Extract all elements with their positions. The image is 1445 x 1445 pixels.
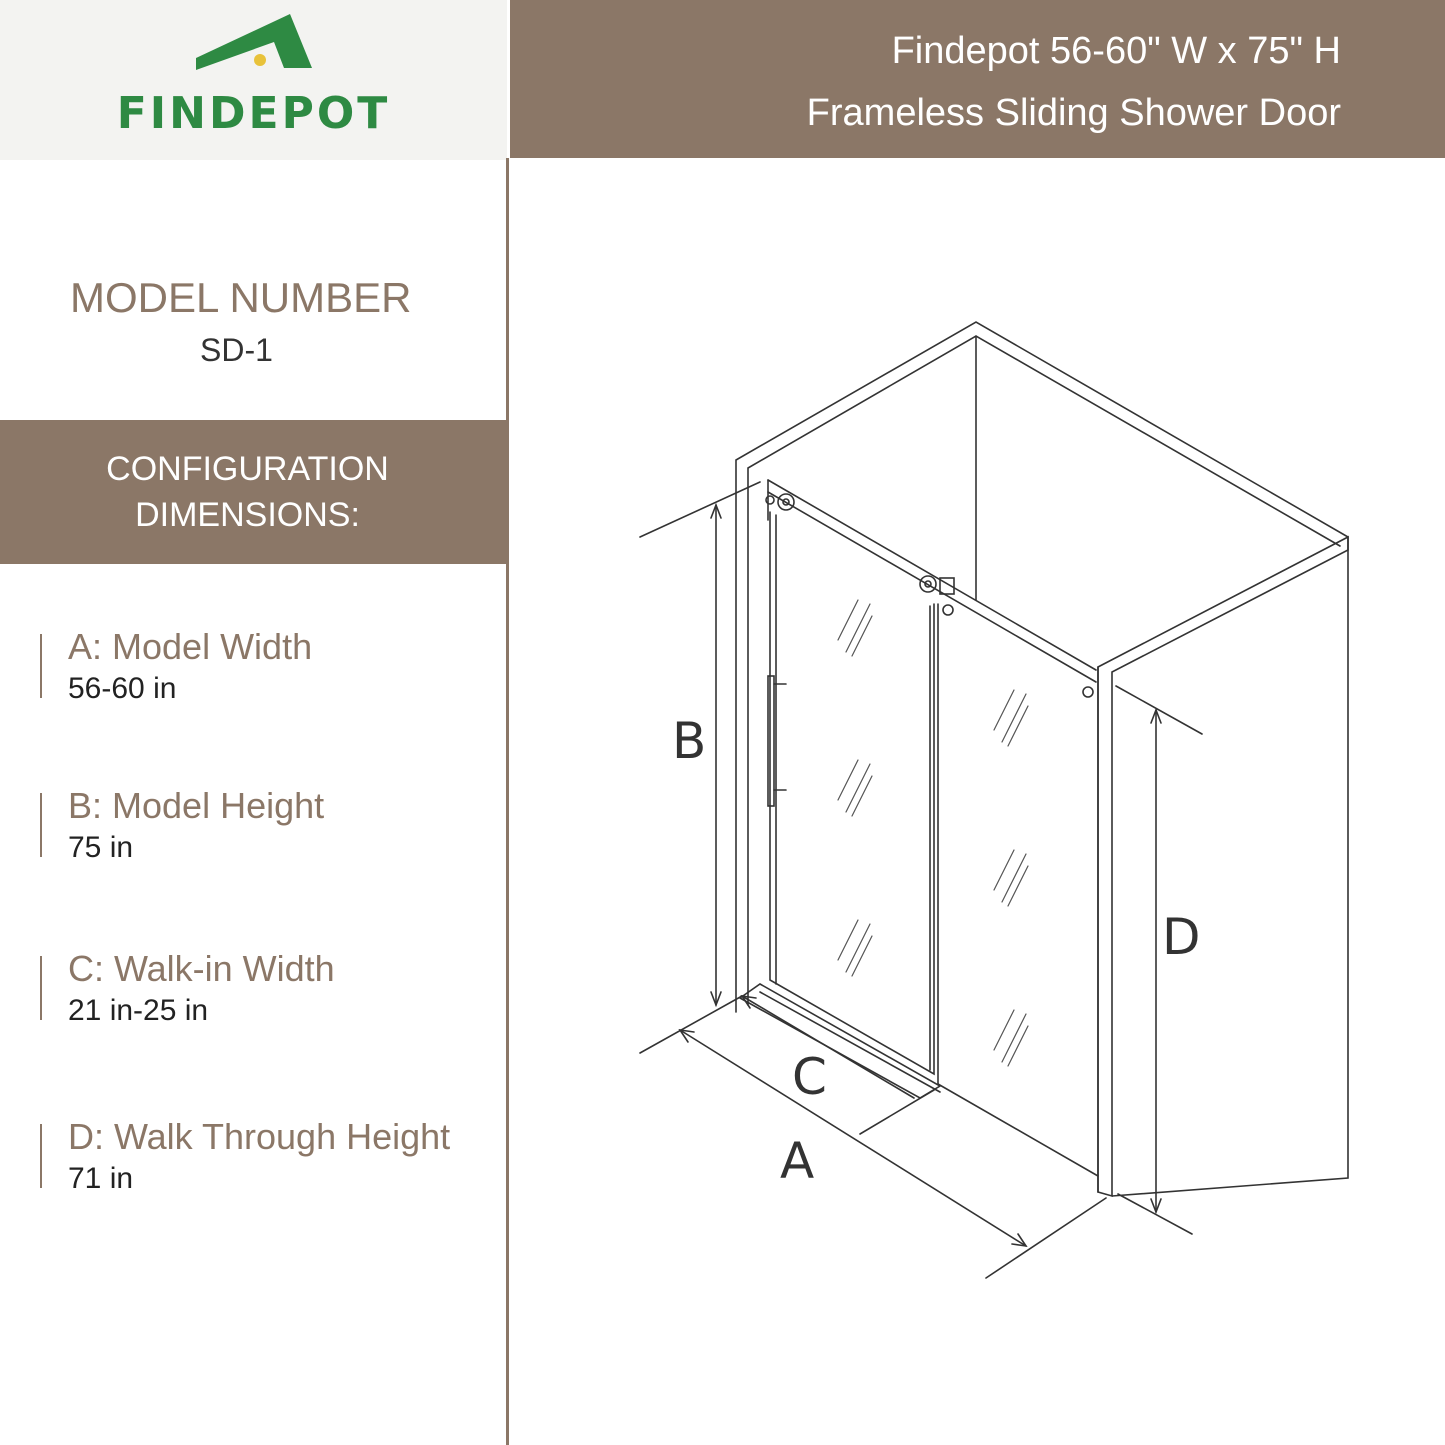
header-title: Findepot 56-60" W x 75" H bbox=[891, 30, 1341, 72]
spec-value: 75 in bbox=[68, 831, 134, 864]
dimension-a bbox=[680, 1030, 1106, 1278]
logo-text: FINDEPOT bbox=[116, 88, 391, 139]
dimension-label-d: D bbox=[1162, 908, 1201, 966]
spec-label: B: Model Height bbox=[68, 785, 325, 826]
bottom-track bbox=[740, 984, 940, 1098]
dimension-label-c: C bbox=[792, 1048, 827, 1106]
sliding-door-panel bbox=[768, 512, 934, 1074]
spec-label: C: Walk-in Width bbox=[68, 948, 335, 989]
config-title-line2: DIMENSIONS: bbox=[135, 496, 360, 534]
fixed-panel bbox=[938, 604, 1098, 1176]
glass-reflections bbox=[838, 600, 1028, 1066]
model-number-label: MODEL NUMBER bbox=[70, 274, 412, 321]
spec-label: D: Walk Through Height bbox=[68, 1116, 451, 1157]
dimension-label-b: B bbox=[672, 712, 707, 770]
spec-label: A: Model Width bbox=[68, 626, 313, 667]
model-number-value: SD-1 bbox=[200, 332, 273, 368]
enclosure-walls bbox=[736, 322, 1348, 1196]
top-rail bbox=[766, 480, 1096, 697]
spec-value: 21 in-25 in bbox=[68, 994, 209, 1027]
config-title-line1: CONFIGURATION bbox=[106, 450, 389, 488]
dimension-label-a: A bbox=[780, 1132, 815, 1190]
spec-value: 71 in bbox=[68, 1162, 134, 1195]
header-subtitle: Frameless Sliding Shower Door bbox=[806, 92, 1341, 134]
spec-value: 56-60 in bbox=[68, 672, 177, 705]
